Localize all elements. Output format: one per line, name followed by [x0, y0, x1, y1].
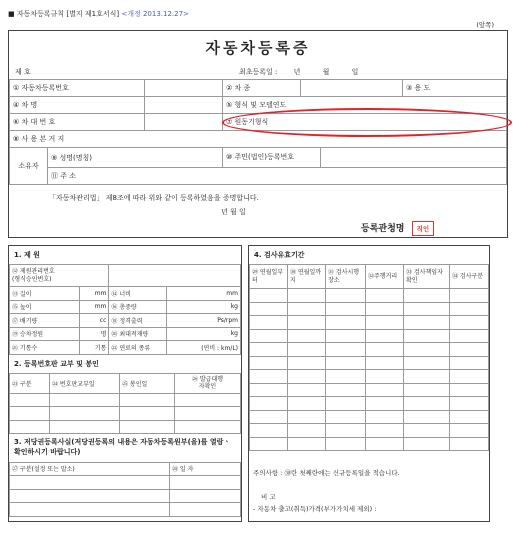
form-header	[8, 9, 189, 19]
inspection-header: ㉙ 연월일부터	[250, 265, 288, 289]
field-name: ④ 차 명	[10, 97, 145, 114]
field-type: ② 차 종	[223, 80, 301, 97]
inspection-row	[250, 397, 489, 411]
plate-cell[interactable]	[10, 407, 50, 421]
inspection-cell[interactable]	[288, 437, 326, 451]
authority	[361, 221, 434, 236]
mortgage-header: ㉗ 구분(설정 또는 말소)	[10, 462, 170, 476]
spec-cell: ⑭ 너비	[109, 287, 167, 301]
inspection-cell[interactable]	[326, 329, 366, 343]
inspection-cell[interactable]	[366, 437, 404, 451]
inspection-cell[interactable]	[450, 424, 489, 438]
field-chassis: ⑥ 차 대 번 호	[10, 114, 145, 131]
inspection-cell[interactable]	[450, 437, 489, 451]
spec-cell: mm	[80, 287, 109, 301]
spec-cell: ⑲ 승차정원	[10, 327, 80, 341]
inspection-cell[interactable]	[288, 383, 326, 397]
first-reg-label: 최초등록일 :	[239, 68, 278, 76]
spec-cell: Ps/rpm	[167, 314, 241, 328]
spec-table	[9, 264, 241, 355]
inspection-cell[interactable]	[404, 437, 450, 451]
inspection-cell[interactable]	[450, 329, 489, 343]
spec-cell: ㉒ 연료의 종류	[109, 341, 167, 355]
inspection-row	[250, 289, 489, 303]
spec-cell: cc	[80, 314, 109, 328]
field-owner-id: ⑩ 주민(법인)등록번호	[223, 148, 321, 168]
inspection-cell[interactable]	[404, 329, 450, 343]
page-side: (앞쪽)	[476, 21, 494, 29]
field-model-year: ⑤ 형식 및 모델연도	[223, 97, 507, 114]
spec-cell: ⑬ 길이	[10, 287, 80, 301]
inspection-cell[interactable]	[450, 397, 489, 411]
inspection-row	[250, 410, 489, 424]
spec-cell: kg	[167, 300, 241, 314]
inspection-cell[interactable]	[288, 397, 326, 411]
inspection-cell[interactable]	[450, 316, 489, 330]
field-use: ③ 용 도	[403, 80, 507, 97]
value-name[interactable]	[145, 97, 223, 114]
value-reg-no[interactable]	[145, 80, 223, 97]
inspection-cell[interactable]	[250, 383, 288, 397]
inspection-row	[250, 329, 489, 343]
inspection-header: ㉚ 연월일까지	[288, 265, 326, 289]
mortgage-header: ㉘ 일 자	[170, 462, 241, 476]
inspection-cell[interactable]	[288, 343, 326, 357]
inspection-cell[interactable]	[450, 289, 489, 303]
inspection-cell[interactable]	[326, 316, 366, 330]
spec-cell: mm	[80, 300, 109, 314]
inspection-cell[interactable]	[366, 383, 404, 397]
value-type[interactable]	[301, 80, 403, 97]
inspection-header: ㉜주행거리	[366, 265, 404, 289]
value-owner-id[interactable]	[321, 148, 507, 168]
inspection-cell[interactable]	[366, 343, 404, 357]
inspection-cell[interactable]	[366, 289, 404, 303]
inspection-header: ㉛ 검사시행장소	[326, 265, 366, 289]
mortgage-cell[interactable]	[10, 476, 170, 490]
inspection-cell[interactable]	[288, 410, 326, 424]
mortgage-title: 3. 저당권등록사실(저당권등록의 내용은 자동차등록원부(을)를 열람ㆍ확인하시기 바랍니다)	[14, 438, 231, 456]
plate-cell[interactable]	[120, 393, 175, 407]
inspection-cell[interactable]	[288, 356, 326, 370]
inspection-cell[interactable]	[366, 329, 404, 343]
inspection-row	[250, 343, 489, 357]
inspection-cell[interactable]	[326, 356, 366, 370]
plate-header: ㉔ 번호판교부일	[50, 373, 120, 393]
spec-box	[8, 245, 242, 522]
inspection-cell[interactable]	[404, 383, 450, 397]
plate-header: ㉖ 발급대행 자확인	[175, 373, 241, 393]
inspection-cell[interactable]	[250, 410, 288, 424]
remarks-detail: - 자동차 출고(취득)가격(부가가치세 제외) :	[253, 505, 377, 513]
spec-cell: mm	[167, 287, 241, 301]
inspection-cell[interactable]	[404, 410, 450, 424]
inspection-cell[interactable]	[326, 437, 366, 451]
plate-cell[interactable]	[175, 420, 241, 434]
inspection-cell[interactable]	[326, 397, 366, 411]
spec-cell: ⑱ 정격출력	[109, 314, 167, 328]
certificate-title: 자동차등록증	[205, 39, 311, 57]
inspection-row	[250, 370, 489, 384]
plate-cell[interactable]	[120, 420, 175, 434]
inspection-cell[interactable]	[250, 329, 288, 343]
inspection-cell[interactable]	[366, 424, 404, 438]
plate-cell[interactable]	[175, 393, 241, 407]
inspection-row	[250, 437, 489, 451]
inspection-cell[interactable]	[250, 302, 288, 316]
inspection-cell[interactable]	[250, 437, 288, 451]
inspection-cell[interactable]	[450, 356, 489, 370]
inspection-row	[250, 356, 489, 370]
inspection-row	[250, 424, 489, 438]
inspection-header: ㉝ 검사책임자확인	[404, 265, 450, 289]
inspection-cell[interactable]	[366, 397, 404, 411]
inspection-cell[interactable]	[288, 302, 326, 316]
inspection-cell[interactable]	[250, 424, 288, 438]
spec-cell: ⑫ 제원관리번호 (형식승인번호)	[10, 265, 109, 287]
field-owner: 소유자	[10, 148, 48, 185]
mortgage-table	[9, 462, 241, 517]
inspection-cell[interactable]	[450, 343, 489, 357]
spec-cell: 기통	[80, 341, 109, 355]
plate-cell[interactable]	[120, 407, 175, 421]
inspection-cell[interactable]	[288, 370, 326, 384]
authority-label: 등록관청명	[361, 224, 405, 234]
owner-grid	[9, 147, 507, 185]
inspection-cell[interactable]	[404, 356, 450, 370]
field-location: ⑧ 사 용 본 거 지	[10, 131, 507, 148]
day-label: 일	[351, 68, 359, 76]
value-chassis[interactable]	[145, 114, 223, 131]
spec-cell: ⑯ 총중량	[109, 300, 167, 314]
inspection-cell[interactable]	[326, 383, 366, 397]
inspection-cell[interactable]	[250, 316, 288, 330]
inspection-row	[250, 383, 489, 397]
spec-cell: ⑰ 배기량	[10, 314, 80, 328]
inspection-cell[interactable]	[366, 316, 404, 330]
mortgage-cell[interactable]	[10, 489, 170, 503]
inspection-cell[interactable]	[326, 424, 366, 438]
inspection-cell[interactable]	[326, 343, 366, 357]
spec-cell-empty[interactable]	[109, 265, 241, 287]
first-registration-date	[239, 67, 358, 77]
inspection-cell[interactable]	[326, 302, 366, 316]
field-owner-name: ⑨ 성명(명칭)	[48, 148, 223, 168]
spec-title: 1. 제 원	[14, 251, 40, 259]
inspection-cell[interactable]	[404, 343, 450, 357]
inspection-cell[interactable]	[288, 316, 326, 330]
form-header-text: ■ 자동차등록규칙 [별지 제1호서식]	[8, 10, 120, 18]
inspection-cell[interactable]	[404, 289, 450, 303]
inspection-cell[interactable]	[404, 370, 450, 384]
month-label: 월	[322, 68, 330, 76]
spec-cell: (연비 : km/L)	[167, 341, 241, 355]
inspection-cell[interactable]	[250, 289, 288, 303]
inspection-cell[interactable]	[288, 424, 326, 438]
year-label: 년	[293, 68, 301, 76]
plate-cell[interactable]	[50, 407, 120, 421]
inspection-cell[interactable]	[404, 397, 450, 411]
inspection-cell[interactable]	[250, 356, 288, 370]
inspection-row	[250, 302, 489, 316]
inspection-cell[interactable]	[404, 316, 450, 330]
inspection-cell[interactable]	[450, 370, 489, 384]
inspection-cell[interactable]	[250, 397, 288, 411]
inspection-cell[interactable]	[326, 370, 366, 384]
inspection-cell[interactable]	[366, 370, 404, 384]
inspection-cell[interactable]	[450, 383, 489, 397]
inspection-cell[interactable]	[404, 302, 450, 316]
inspection-cell[interactable]	[288, 289, 326, 303]
inspection-note: 주의사항 : ㉚란 첫째란에는 신규등록일을 적습니다.	[253, 469, 400, 477]
plate-cell[interactable]	[50, 420, 120, 434]
inspection-title: 4. 검사유효기간	[254, 251, 305, 259]
inspection-cell[interactable]	[288, 329, 326, 343]
remarks-label: 비 고	[261, 493, 276, 501]
field-owner-address: ⑪ 주 소	[48, 168, 507, 185]
inspection-cell[interactable]	[250, 343, 288, 357]
inspection-cell[interactable]	[366, 356, 404, 370]
highlight-ellipse	[222, 108, 512, 137]
inspection-cell[interactable]	[366, 410, 404, 424]
plate-table	[9, 373, 241, 435]
spec-cell: ⑳ 최대적재량	[109, 327, 167, 341]
spec-cell: ⑮ 높이	[10, 300, 80, 314]
plate-cell[interactable]	[175, 407, 241, 421]
inspection-cell[interactable]	[366, 302, 404, 316]
inspection-box	[248, 245, 490, 522]
plate-title: 2. 등록번호판 교부 및 봉인	[14, 359, 99, 368]
inspection-cell[interactable]	[404, 424, 450, 438]
spec-cell: 명	[80, 327, 109, 341]
mortgage-cell[interactable]	[170, 476, 241, 490]
field-engine: ⑦ 원동기형식	[223, 114, 507, 131]
revision-date: <개정 2013.12.27>	[121, 10, 189, 18]
inspection-cell[interactable]	[450, 410, 489, 424]
mortgage-cell[interactable]	[170, 503, 241, 517]
spec-cell: ㉑ 기통수	[10, 341, 80, 355]
seal-stamp: 직인	[412, 221, 435, 236]
inspection-cell[interactable]	[450, 302, 489, 316]
inspection-cell[interactable]	[326, 410, 366, 424]
inspection-cell[interactable]	[326, 289, 366, 303]
inspection-header: ㉞ 검사구분	[450, 265, 489, 289]
mortgage-cell[interactable]	[10, 503, 170, 517]
plate-cell[interactable]	[50, 393, 120, 407]
inspection-row	[250, 316, 489, 330]
inspection-cell[interactable]	[250, 370, 288, 384]
plate-header: ㉓ 구분	[10, 373, 50, 393]
issue-date: 년 월 일	[221, 208, 246, 216]
certificate-number: 제 호	[15, 68, 31, 76]
spec-cell: kg	[167, 327, 241, 341]
plate-cell[interactable]	[10, 420, 50, 434]
plate-header: ㉕ 봉인일	[120, 373, 175, 393]
mortgage-cell[interactable]	[170, 489, 241, 503]
statement: 「자동차관리법」 제8조에 따라 위와 같이 등록하였음을 증명합니다.	[49, 194, 259, 202]
plate-cell[interactable]	[10, 393, 50, 407]
inspection-table	[249, 264, 489, 451]
field-reg-no: ① 자동차등록번호	[10, 80, 145, 97]
